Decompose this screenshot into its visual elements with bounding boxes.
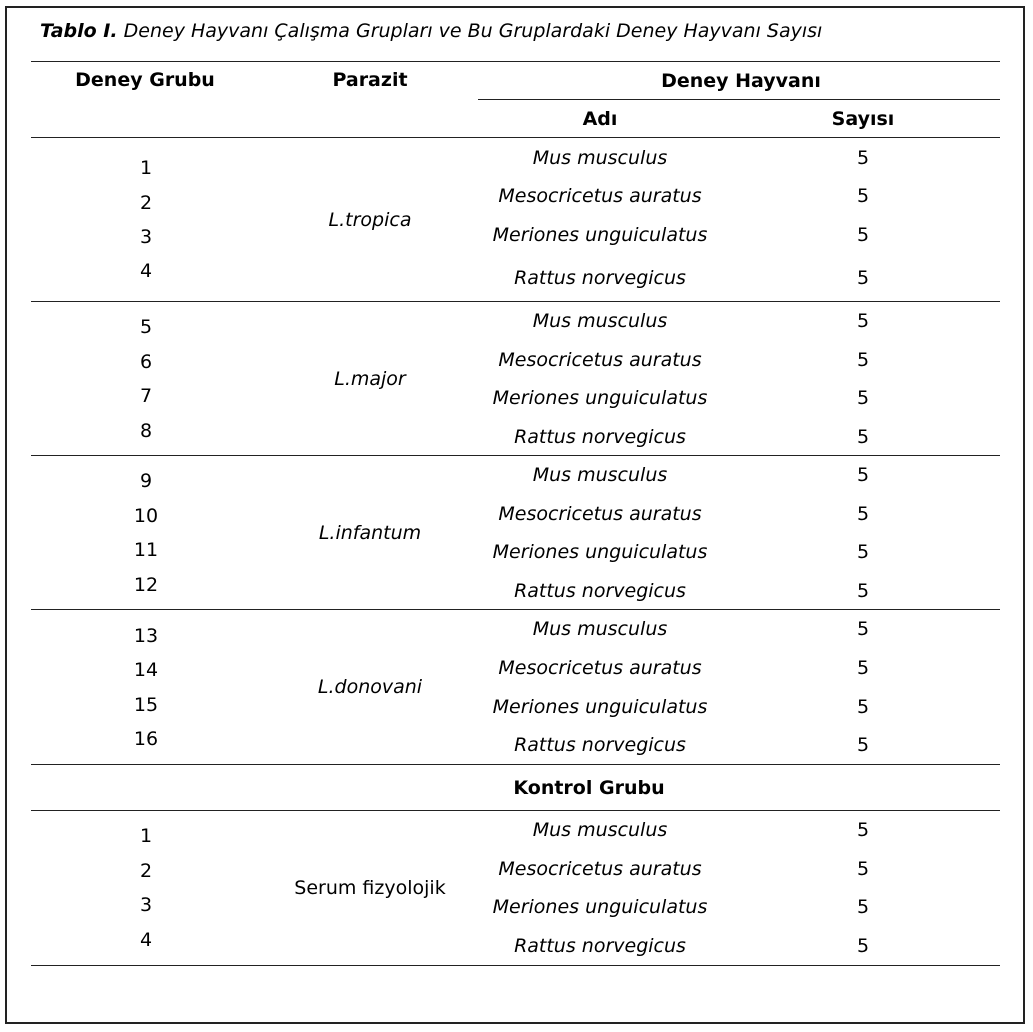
- header-adi: Adı: [582, 108, 618, 130]
- animal-count: 5: [856, 657, 870, 679]
- animal-name: Rattus norvegicus: [514, 935, 686, 957]
- group-number: 1: [139, 157, 153, 179]
- group-number: 2: [139, 860, 153, 882]
- animal-name: Mesocricetus auratus: [498, 858, 702, 880]
- header-rule: [31, 137, 1000, 138]
- parasite-name: L.infantum: [318, 522, 422, 544]
- animal-name: Meriones unguiculatus: [492, 541, 708, 563]
- group-number: 8: [139, 420, 153, 442]
- block-rule: [31, 764, 1000, 765]
- animal-count: 5: [856, 426, 870, 448]
- table-caption: [40, 20, 822, 42]
- block-rule: [31, 609, 1000, 610]
- animal-name: Mesocricetus auratus: [498, 349, 702, 371]
- group-number: 3: [139, 226, 153, 248]
- animal-count: 5: [856, 618, 870, 640]
- animal-name: Rattus norvegicus: [514, 734, 686, 756]
- animal-name: Mus musculus: [532, 618, 668, 640]
- block-rule: [31, 301, 1000, 302]
- animal-count: 5: [856, 858, 870, 880]
- animal-count: 5: [856, 819, 870, 841]
- animal-count: 5: [856, 734, 870, 756]
- group-number: 3: [139, 894, 153, 916]
- animal-name: Mesocricetus auratus: [498, 657, 702, 679]
- block-rule: [31, 455, 1000, 456]
- bottom-rule: [31, 965, 1000, 966]
- animal-name: Rattus norvegicus: [514, 267, 686, 289]
- group-number: 9: [139, 470, 153, 492]
- header-deney-hayvani: Deney Hayvanı: [661, 70, 821, 92]
- animal-name: Rattus norvegicus: [514, 580, 686, 602]
- animal-count: 5: [856, 896, 870, 918]
- parasite-name: L.tropica: [328, 209, 412, 231]
- animal-count: 5: [856, 267, 870, 289]
- parasite-name: L.donovani: [317, 676, 423, 698]
- group-number: 6: [139, 351, 153, 373]
- animal-count: 5: [856, 310, 870, 332]
- parasite-name: L.major: [334, 368, 406, 390]
- group-number: 13: [133, 625, 159, 647]
- animal-count: 5: [856, 580, 870, 602]
- subheader-rule: [478, 99, 1000, 100]
- caption-label: Tablo I.: [40, 20, 118, 42]
- animal-count: 5: [856, 185, 870, 207]
- group-number: 4: [139, 929, 153, 951]
- animal-name: Meriones unguiculatus: [492, 896, 708, 918]
- group-number: 16: [133, 728, 159, 750]
- animal-name: Mus musculus: [532, 464, 668, 486]
- animal-name: Mesocricetus auratus: [498, 185, 702, 207]
- group-number: 11: [133, 539, 159, 561]
- group-number: 14: [133, 659, 159, 681]
- animal-name: Mus musculus: [532, 819, 668, 841]
- control-group-title: Kontrol Grubu: [513, 777, 665, 799]
- header-sayisi: Sayısı: [831, 108, 895, 130]
- header-parazit: Parazit: [332, 69, 408, 91]
- animal-count: 5: [856, 147, 870, 169]
- group-number: 12: [133, 574, 159, 596]
- animal-name: Mus musculus: [532, 147, 668, 169]
- animal-name: Meriones unguiculatus: [492, 224, 708, 246]
- animal-name: Mesocricetus auratus: [498, 503, 702, 525]
- animal-count: 5: [856, 935, 870, 957]
- animal-count: 5: [856, 541, 870, 563]
- animal-count: 5: [856, 387, 870, 409]
- animal-count: 5: [856, 464, 870, 486]
- group-number: 5: [139, 316, 153, 338]
- animal-name: Meriones unguiculatus: [492, 696, 708, 718]
- animal-count: 5: [856, 224, 870, 246]
- top-rule: [31, 61, 1000, 62]
- group-number: 7: [139, 385, 153, 407]
- animal-count: 5: [856, 349, 870, 371]
- parasite-name: Serum fizyolojik: [294, 877, 446, 899]
- animal-name: Meriones unguiculatus: [492, 387, 708, 409]
- caption-text: Deney Hayvanı Çalışma Grupları ve Bu Gruplardaki Deney Hayvanı Sayısı: [123, 20, 823, 42]
- control-rule: [31, 810, 1000, 811]
- animal-count: 5: [856, 503, 870, 525]
- header-deney-grubu: Deney Grubu: [75, 69, 215, 91]
- animal-name: Rattus norvegicus: [514, 426, 686, 448]
- group-number: 1: [139, 825, 153, 847]
- animal-count: 5: [856, 696, 870, 718]
- group-number: 4: [139, 260, 153, 282]
- animal-name: Mus musculus: [532, 310, 668, 332]
- group-number: 15: [133, 694, 159, 716]
- group-number: 10: [133, 505, 159, 527]
- group-number: 2: [139, 192, 153, 214]
